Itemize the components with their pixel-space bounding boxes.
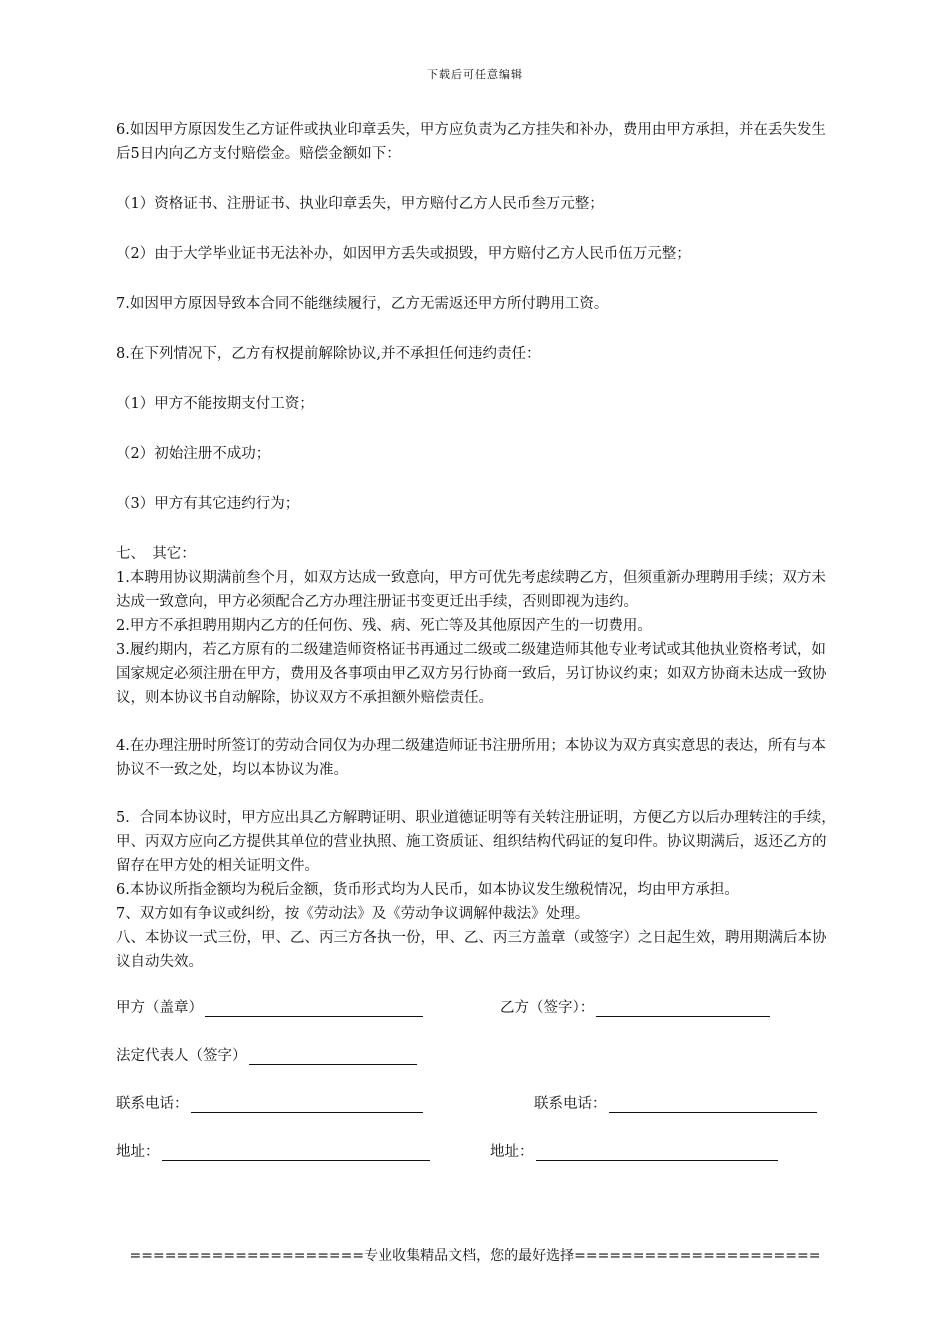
legal-rep-field[interactable] [116,1044,417,1065]
contract-body [116,118,836,974]
clause-7: 7.如因甲方原因导致本合同不能继续履行，乙方无需返还甲方所付聘用工资。 [116,296,609,312]
party-b-sign-label: 乙方（签字）： [500,1000,595,1016]
party-a-seal-label: 甲方（盖章） [116,1000,203,1016]
section-7-item-1: 1.本聘用协议期满前叁个月，如双方达成一致意向，甲方可优先考虑续聘乙方，但须重新办理聘用手续；双方未达成一致意向，甲方必须配合乙方办理注册证书变更迁出手续，否则即视为违约。 [116,570,826,610]
section-7-item-4: 4.在办理注册时所签订的劳动合同仅为办理二级建造师证书注册所用；本协议为双方真实意思的表达，所有与本协议不一致之处，均以本协议为准。 [116,738,826,778]
party-a-seal-line[interactable] [205,998,423,1017]
section-7-item-6: 6.本协议所指金额均为税后金额，货币形式均为人民币，如本协议发生缴税情况，均由甲方承担。 [116,882,739,898]
phone-b-field[interactable] [534,1092,817,1113]
clause-6-item-1: （1）资格证书、注册证书、执业印章丢失，甲方赔付乙方人民币叁万元整； [116,196,604,212]
party-b-sign-field[interactable] [500,996,770,1017]
phone-a-line[interactable] [191,1094,423,1113]
legal-rep-line[interactable] [249,1046,417,1065]
section-7-heading: 七、 其它： [116,546,196,562]
signature-block [116,996,836,1188]
address-a-field[interactable] [116,1140,430,1161]
address-a-line[interactable] [162,1142,430,1161]
party-a-seal-field[interactable] [116,996,423,1017]
signature-row-2 [116,1044,836,1092]
clause-8: 8.在下列情况下，乙方有权提前解除协议,并不承担任何违约责任： [116,346,541,362]
page-footer: ====================专业收集精品文档，您的最好选择===================== [129,1248,821,1264]
clause-6-item-2: （2）由于大学毕业证书无法补办，如因甲方丢失或损毁，甲方赔付乙方人民币伍万元整； [116,246,691,262]
signature-row-4 [116,1140,836,1188]
legal-rep-label: 法定代表人（签字） [116,1048,247,1064]
clause-8-item-1: （1）甲方不能按期支付工资； [116,396,314,412]
section-7-item-3: 3.履约期内，若乙方原有的二级建造师资格证书再通过二级或二级建造师其他专业考试或其他执业资格考试，如国家规定必须注册在甲方，费用及各事项由甲乙双方另行协商一致后，另订协议约束；如双方协商未达成一致协议，则本协议书自动解除，协议双方不承担额外赔偿责任。 [116,642,827,706]
party-b-sign-line[interactable] [596,998,770,1017]
clause-8-item-2: （2）初始注册不成功； [116,446,271,462]
phone-a-field[interactable] [116,1092,423,1113]
section-7-item-2: 2.甲方不承担聘用期内乙方的任何伤、残、病、死亡等及其他原因产生的一切费用。 [116,618,652,634]
address-b-line[interactable] [536,1142,778,1161]
signature-row-3 [116,1092,836,1140]
phone-b-label: 联系电话： [534,1096,607,1112]
section-7-item-5: 5．合同本协议时，甲方应出具乙方解聘证明、职业道德证明等有关转注册证明，方便乙方以后办理转注的手续，甲、丙双方应向乙方提供其单位的营业执照、施工资质证、组织结构代码证的复印件。协议期满后，返还乙方的留存在甲方处的相关证明文件。 [116,810,836,874]
phone-b-line[interactable] [609,1094,817,1113]
section-8: 八、本协议一式三份，甲、乙、丙三方各执一份，甲、乙、丙三方盖章（或签字）之日起生效，聘用期满后本协议自动失效。 [116,930,827,970]
phone-a-label: 联系电话： [116,1096,189,1112]
address-b-label: 地址： [490,1144,534,1160]
clause-6: 6.如因甲方原因发生乙方证件或执业印章丢失，甲方应负责为乙方挂失和补办，费用由甲方承担，并在丢失发生后5日内向乙方支付赔偿金。赔偿金额如下： [116,122,826,162]
address-a-label: 地址： [116,1144,160,1160]
clause-8-item-3: （3）甲方有其它违约行为； [116,496,300,512]
page-header: 下载后可任意编辑 [427,68,523,81]
section-7-item-7: 7、双方如有争议或纠纷，按《劳动法》及《劳动争议调解仲裁法》处理。 [116,906,590,922]
address-b-field[interactable] [490,1140,778,1161]
signature-row-1 [116,996,836,1044]
